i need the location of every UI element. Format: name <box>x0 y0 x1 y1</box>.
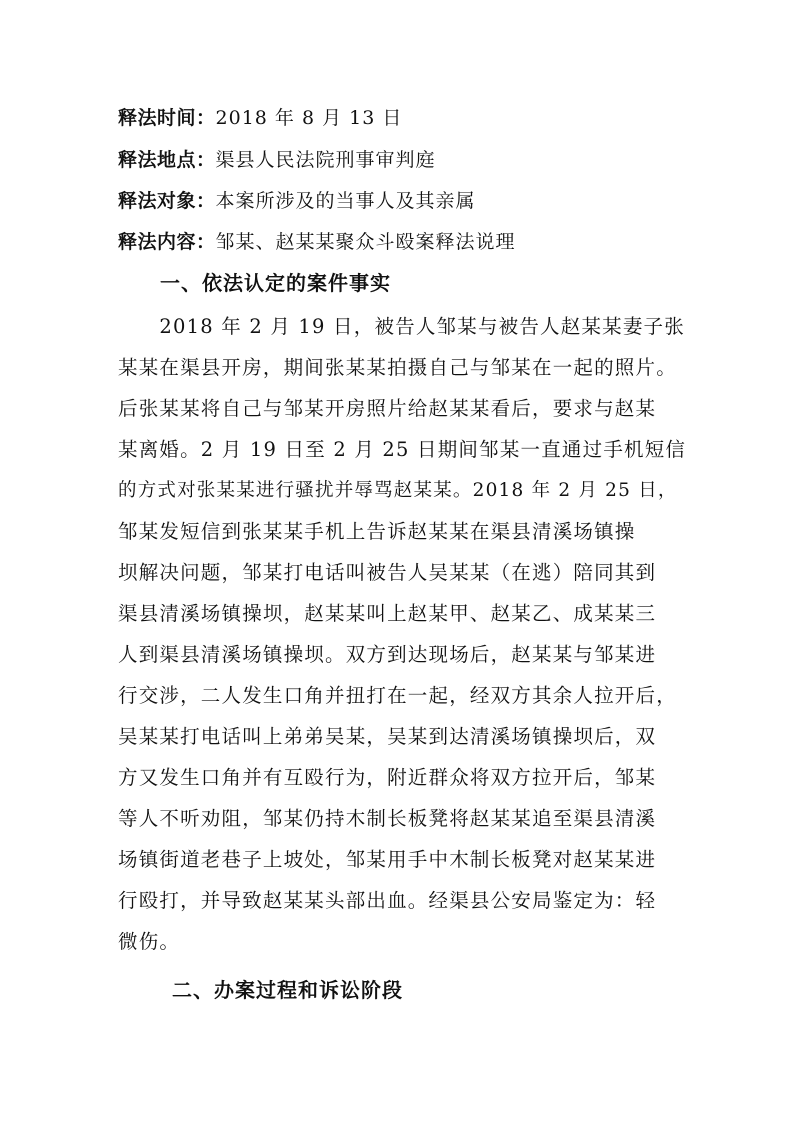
meta-audience <box>118 189 476 213</box>
paragraph-line: 渠县清溪场镇操坝，赵某某叫上赵某甲、赵某乙、成某某三 <box>118 602 657 625</box>
meta-time-label: 释法时间： <box>118 107 216 129</box>
section-heading-process: 二、办案过程和诉讼阶段 <box>172 978 403 1002</box>
meta-time <box>118 106 402 130</box>
section-heading-facts: 一、依法认定的案件事实 <box>160 271 391 295</box>
paragraph-line: 吴某某打电话叫上弟弟吴某，吴某到达清溪场镇操坝后，双 <box>118 725 657 748</box>
paragraph-line: 微伤。 <box>118 930 181 953</box>
paragraph-line: 后张某某将自己与邹某开房照片给赵某某看后，要求与赵某 <box>118 397 657 420</box>
paragraph-line: 等人不听劝阻，邹某仍持木制长板凳将赵某某追至渠县清溪 <box>118 807 657 830</box>
paragraph-line: 的方式对张某某进行骚扰并辱骂赵某某。2018 年 2 月 25 日， <box>118 480 678 501</box>
paragraph-line: 方又发生口角并有互殴行为，附近群众将双方拉开后，邹某 <box>118 766 657 789</box>
meta-audience-label: 释法对象： <box>118 190 216 212</box>
paragraph-line: 行殴打，并导致赵某某头部出血。经渠县公安局鉴定为：轻 <box>118 889 657 912</box>
meta-place-value: 渠县人民法院刑事审判庭 <box>215 149 436 171</box>
meta-place <box>118 148 436 172</box>
meta-time-value: 2018 年 8 月 13 日 <box>215 107 403 129</box>
paragraph-line: 某某在渠县开房，期间张某某拍摄自己与邹某在一起的照片。 <box>118 356 677 379</box>
meta-content-label: 释法内容： <box>118 231 216 253</box>
meta-content-value: 邹某、赵某某聚众斗殴案释法说理 <box>215 231 516 253</box>
meta-place-label: 释法地点： <box>118 149 216 171</box>
paragraph-line: 2018 年 2 月 19 日，被告人邹某与被告人赵某某妻子张 <box>118 315 685 338</box>
meta-audience-value: 本案所涉及的当事人及其亲属 <box>215 190 476 212</box>
paragraph-line: 人到渠县清溪场镇操坝。双方到达现场后，赵某某与邹某进 <box>118 643 657 666</box>
paragraph-line: 行交涉，二人发生口角并扭打在一起，经双方其余人拉开后， <box>118 684 677 707</box>
paragraph-line: 场镇街道老巷子上坡处，邹某用手中木制长板凳对赵某某进 <box>118 848 657 871</box>
paragraph-line: 某离婚。2 月 19 日至 2 月 25 日期间邹某一直通过手机短信 <box>118 438 687 461</box>
paragraph-line: 邹某发短信到张某某手机上告诉赵某某在渠县清溪场镇操 <box>118 520 636 543</box>
paragraph-line: 坝解决问题，邹某打电话叫被告人吴某某（在逃）陪同其到 <box>118 561 657 584</box>
meta-content <box>118 230 516 254</box>
